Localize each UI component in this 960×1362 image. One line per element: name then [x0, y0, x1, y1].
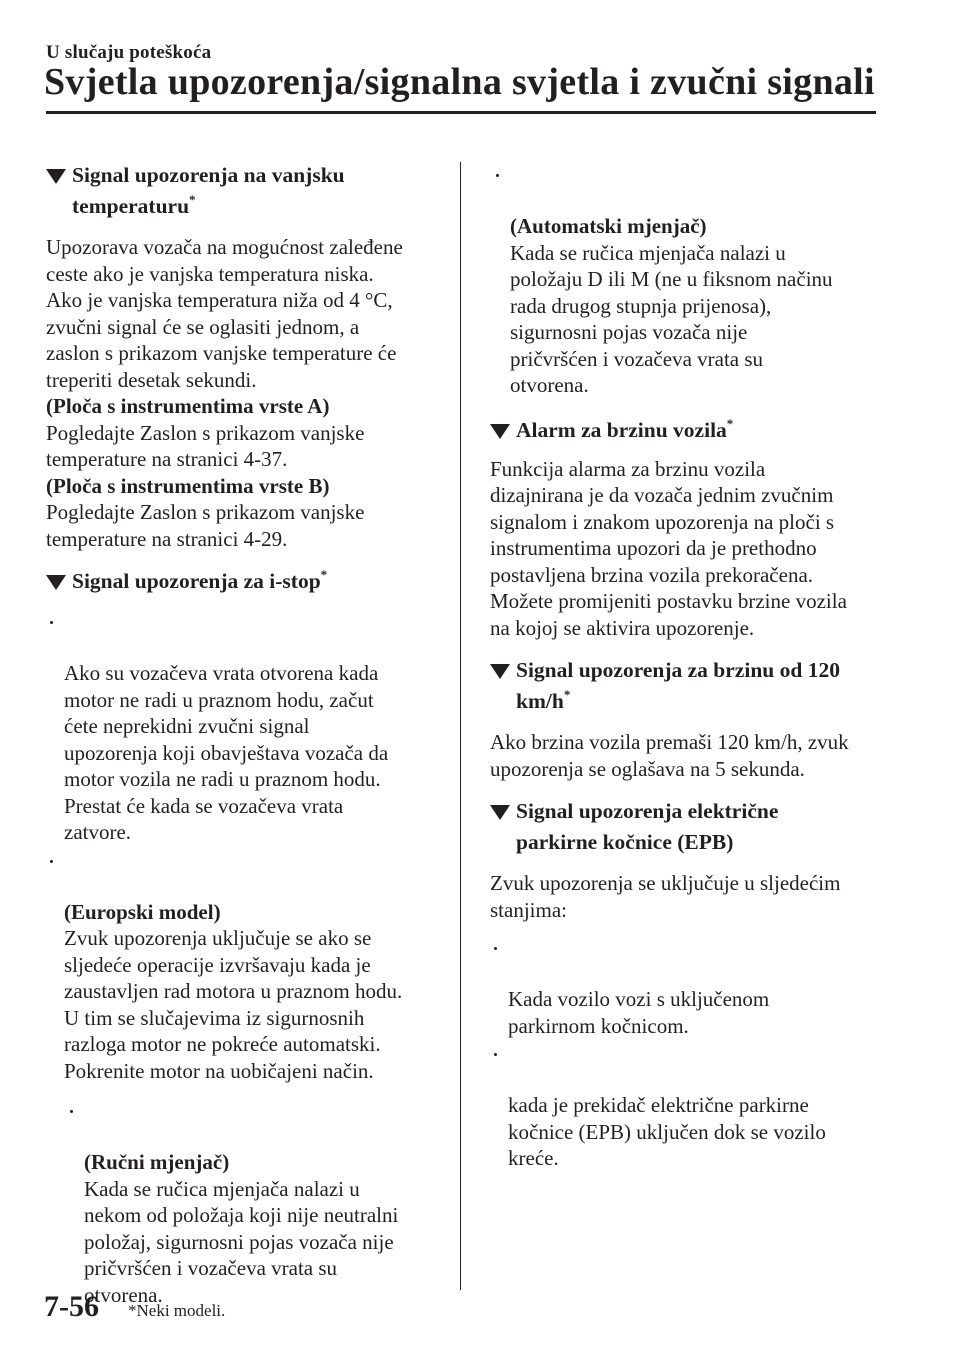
bullet-dot-icon — [494, 1053, 497, 1056]
triangle-bullet-icon — [490, 424, 510, 439]
bullet-dot-icon — [70, 1110, 73, 1113]
heading-speed-alarm — [490, 415, 886, 446]
bold-label: (Automatski mjenjač) — [510, 214, 707, 238]
list-item-nested — [66, 1096, 440, 1308]
paragraph — [46, 473, 440, 553]
right-column — [490, 160, 886, 1172]
list-item — [46, 846, 440, 1085]
list-item-nested — [492, 160, 886, 399]
list-item-text: Ako su vozačeva vrata otvorena kada motor ne radi u praznom hodu, začut ćete neprekidni zvučni signal upozorenja koji obavještava vozača da motor vozila ne radi u praznom hodu. Prestat će kada se vozačeva vrata zatvore. — [64, 661, 389, 844]
triangle-bullet-icon — [490, 664, 510, 679]
triangle-bullet-icon — [46, 169, 66, 184]
footnote-star: * — [563, 687, 571, 702]
paragraph-text: Pogledajte Zaslon s prikazom vanjske temperature na stranici 4-29. — [46, 500, 365, 551]
heading-text: Signal upozorenja za brzinu od 120 km/h — [516, 658, 840, 713]
list-item-text: Kada se ručica mjenjača nalazi u položaju D ili M (ne u fiksnom načinu rada drugog stupnja prijenosa), sigurnosni pojas vozača nije pričvršćen i vozačeva vrata su otvorena. — [510, 240, 833, 397]
paragraph-text: Pogledajte Zaslon s prikazom vanjske temperature na stranici 4-37. — [46, 420, 365, 471]
heading-text: Signal upozorenja na vanjsku temperaturu — [72, 163, 345, 218]
bullet-dot-icon — [50, 860, 53, 863]
list-item-text: kada je prekidač električne parkirne kočnice (EPB) uključen dok se vozilo kreće. — [508, 1093, 826, 1170]
bold-label: (Ploča s instrumentima vrste A) — [46, 394, 330, 418]
title-rule — [46, 111, 876, 114]
bold-label: (Ručni mjenjač) — [84, 1150, 230, 1174]
paragraph: Funkcija alarma za brzinu vozila dizajnirana je da vozača jednim zvučnim signalom i znakom upozorenja na ploči s instrumentima upozori da je prethodno postavljena brzina vozila prekoračena. Možete promijeniti postavku brzine vozila na kojoj se aktivira upozorenje. — [490, 456, 847, 640]
heading-epb — [490, 796, 886, 858]
heading-120kmh — [490, 655, 886, 717]
list-item — [490, 933, 886, 1039]
list-item-text: Zvuk upozorenja uključuje se ako se sljedeće operacije izvršavaju kada je zaustavljen rad motora u praznom hodu. U tim se slučajevima iz sigurnosnih razloga motor ne pokreće automatski. Pokrenite motor na uobičajeni način. — [64, 926, 403, 1083]
list-item — [490, 1039, 886, 1172]
heading-text: Signal upozorenja električne parkirne kočnice (EPB) — [516, 799, 779, 854]
triangle-bullet-icon — [46, 575, 66, 590]
paragraph: Ako brzina vozila premaši 120 km/h, zvuk upozorenja se oglašava na 5 sekunda. — [490, 730, 849, 781]
column-divider — [460, 162, 461, 1290]
bullet-dot-icon — [496, 174, 499, 177]
heading-outside-temperature — [46, 160, 440, 222]
bold-label: (Ploča s instrumentima vrste B) — [46, 473, 330, 498]
list-item-text: Kada vozilo vozi s uključenom parkirnom kočnicom. — [508, 987, 770, 1038]
triangle-bullet-icon — [490, 805, 510, 820]
page-number: 7-56 — [44, 1290, 99, 1323]
paragraph: Upozorava vozača na mogućnost zaleđene ceste ako je vanjska temperatura niska. Ako je vanjska temperatura niža od 4 °C, zvučni signal će se oglasiti jednom, a zaslon s prikazom vanjske temperature će treperiti desetak sekundi. — [46, 235, 403, 392]
paragraph — [46, 393, 440, 473]
footnote-star: * — [189, 192, 196, 207]
heading-istop — [46, 566, 440, 597]
bold-label: (Europski model) — [64, 899, 221, 924]
bullet-dot-icon — [494, 947, 497, 950]
footnote: *Neki modeli. — [128, 1301, 226, 1320]
heading-text: Signal upozorenja za i-stop — [72, 569, 321, 593]
paragraph: Zvuk upozorenja se uključuje u sljedećim stanjima: — [490, 871, 841, 922]
footnote-star: * — [726, 415, 734, 431]
bullet-dot-icon — [50, 621, 53, 624]
section-label: U slučaju poteškoća — [46, 42, 212, 63]
list-item-text: Kada se ručica mjenjača nalazi u nekom od položaja koji nije neutralni položaj, sigurnosni pojas vozača nije pričvršćen i vozačeva vrata su otvorena. — [84, 1176, 399, 1307]
left-column — [46, 160, 440, 1308]
footnote-star: * — [320, 567, 328, 582]
page-title: Svjetla upozorenja/signalna svjetla i zvučni signali — [44, 61, 875, 103]
list-item — [46, 607, 440, 846]
heading-text: Alarm za brzinu vozila — [516, 417, 727, 442]
